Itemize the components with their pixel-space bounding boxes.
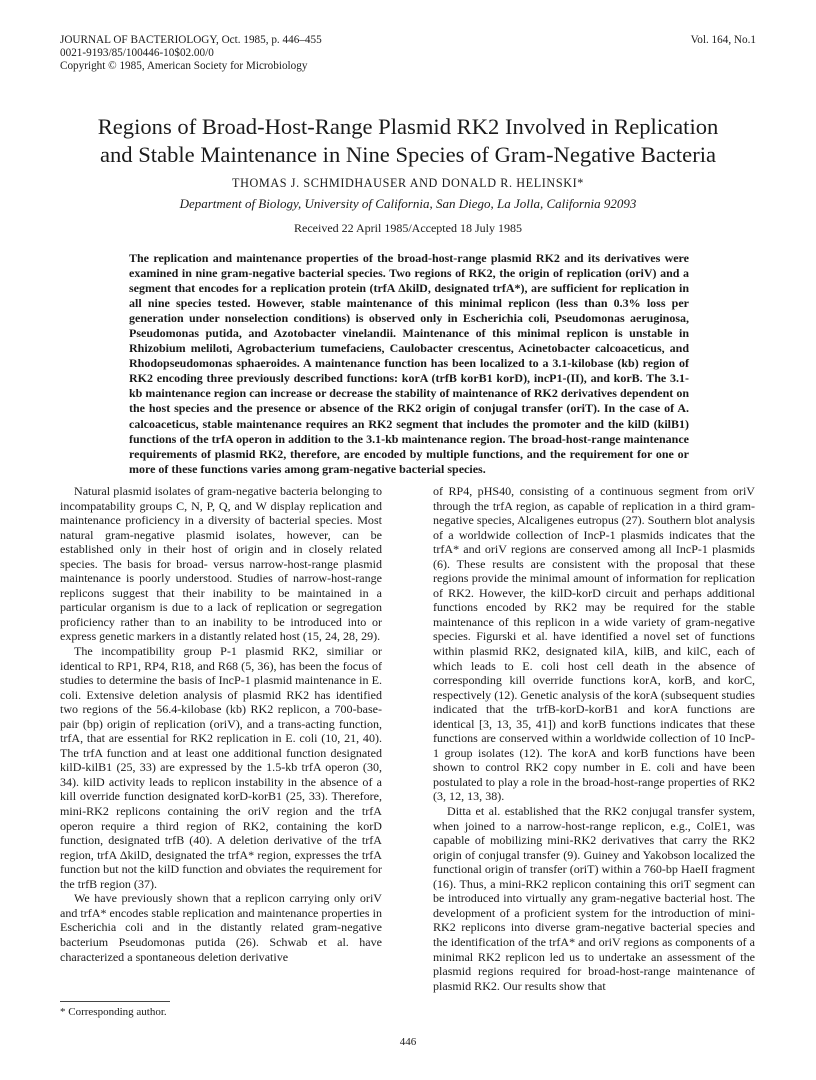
journal-citation: JOURNAL OF BACTERIOLOGY, Oct. 1985, p. 446–455 [60,34,322,46]
abstract: The replication and maintenance properties of the broad-host-range plasmid RK2 and its derivatives were examined in nine gram-negative bacterial species. Two regions of RK2, the origin of replication (oriV) and a segment that encodes for a replication protein (trfA ΔkilD, designated trfA*), are sufficient for replication in all nine species tested. However, stable maintenance of this minimal replicon (less than 0.3% loss per generation under nonselection conditions) is observed only in Escherichia coli, Pseudomonas aeruginosa, Pseudomonas putida, and Azotobacter vinelandii. Maintenance of this minimal replicon is unstable in Rhizobium meliloti, Agrobacterium tumefaciens, Caulobacter crescentus, Acinetobacter calcoaceticus, and Rhodopseudomonas sphaeroides. A maintenance function has been localized to a 3.1-kilobase (kb) region of RK2 encoding three previously described functions: korA (trfB korB1 korD), incP1-(II), and korB. The 3.1-kb maintenance region can increase or decrease the stability of maintenance of RK2 derivatives dependent on the host species and the presence or absence of the RK2 origin of conjugal transfer (oriT). In the case of A. calcoaceticus, stable maintenance requires an RK2 segment that includes the promoter and the kilD (kilB1) functions of the trfA operon in addition to the 3.1-kb maintenance region. The broad-host-range maintenance requirements of plasmid RK2, therefore, are encoded by multiple functions, and the requirement for one or more of these functions varies among gram-negative bacterial species. [129,251,689,476]
paragraph: Ditta et al. established that the RK2 conjugal transfer system, when joined to a narrow-host-range replicon, e.g., ColE1, was capable of mobilizing mini-RK2 derivatives that carry the RK2 origin of conjugal transfer (9). Guiney and Yakobson localized the functional origin of transfer (oriT) within a 760-bp HaeII fragment (16). Thus, a mini-RK2 replicon containing this oriT segment can be introduced into virtually any gram-negative bacterial host. The development of a proficient system for the introduction of mini-RK2 replicons into diverse gram-negative bacterial species and the identification of the trfA* and oriV regions as components of a minimal RK2 replicon led us to undertake an assessment of the plasmid regions required for broad-host-range maintenance of plasmid RK2. Our results show that [433,804,755,993]
body-column-right [433,484,755,993]
copyright-line: Copyright © 1985, American Society for Microbiology [60,60,308,72]
volume-info: Vol. 164, No.1 [690,34,756,46]
paragraph: We have previously shown that a replicon carrying only oriV and trfA* encodes stable replication and maintenance properties in Escherichia coli and in the distantly related gram-negative bacterium Pseudomonas putida (26). Schwab et al. have characterized a spontaneous deletion derivative [60,891,382,964]
body-column-left [60,484,382,964]
footnote: * Corresponding author. [60,1006,167,1018]
issn-line: 0021-9193/85/100446-10$02.00/0 [60,47,214,59]
article-title [40,113,776,169]
journal-header [60,34,480,73]
page-number: 446 [399,1036,417,1048]
paragraph: The incompatibility group P-1 plasmid RK2, similiar or identical to RP1, RP4, R18, and R68 (5, 36), has been the focus of studies to determine the basis of IncP-1 plasmid maintenance in E. coli. Extensive deletion analysis of plasmid RK2 has identified two regions of the 56.4-kilobase (kb) RK2 replicon, a 700-base-pair (bp) origin of replication (oriV), and a trans-acting function, trfA, that are essential for RK2 replication in E. coli (10, 21, 40). The trfA function and at least one additional function designated kilD-kilB1 (25, 33) are expressed by the 1.5-kb trfA operon (30, 34). kilD activity leads to replicon instability in the absence of a kill override function designated korD-korB1 (25, 33). Therefore, mini-RK2 replicons containing the oriV region and the trfA operon require a third region of RK2, containing the korD function, designated trfB (40). A deletion derivative of the trfA region, trfA ΔkilD, designated the trfA* region, expresses the trfA function but not the kilD function and obviates the requirement for the trfB region (37). [60,644,382,891]
affiliation: Department of Biology, University of California, San Diego, La Jolla, California 92093 [179,196,637,211]
paragraph: of RP4, pHS40, consisting of a continuous segment from oriV through the trfA region, as capable of replication in a third gram-negative species, Alcaligenes eutropus (27). Southern blot analysis of a worldwide collection of IncP-1 plasmids indicates that the trfA* and oriV regions are conserved among all IncP-1 plasmids (6). These results are consistent with the proposal that these regions provide the minimal amount of information for replication of RK2. However, the kilD-korD circuit and perhaps additional functions encoded by RK2 may be required for the stable maintenance of this replicon in a wide variety of gram-negative species. Figurski et al. have identified a novel set of functions within plasmid RK2, designated kilA, kilB, and kilC, each of which leads to E. coli host cell death in the absence of corresponding kill override functions korA, korB, and korC, respectively (12). Genetic analysis of the korA (subsequent studies indicated that the trfB-korD-korB1 and korA functions are identical [3, 13, 35, 41]) and korB functions indicates that these functions are conserved within a worldwide collection of 10 IncP-1 group isolates (12). The korA and korB functions have been shown to control RK2 copy number in E. coli and have been postulated to play a role in the broad-host-range properties of RK2 (3, 12, 13, 38). [433,484,755,804]
title-line-1: Regions of Broad-Host-Range Plasmid RK2 Involved in Replication [97,114,719,139]
authors: THOMAS J. SCHMIDHAUSER AND DONALD R. HELINSKI* [232,176,584,190]
received-date: Received 22 April 1985/Accepted 18 July 1985 [294,221,522,235]
footnote-divider [60,1001,170,1002]
title-line-2: and Stable Maintenance in Nine Species of Gram-Negative Bacteria [99,142,717,167]
paragraph: Natural plasmid isolates of gram-negative bacteria belonging to incompatability groups C, N, P, Q, and W display replication and maintenance proficiency in a diversity of bacterial species. Most natural gram-negative plasmid isolates, however, can be established only in their host of origin and in closely related species. The basis for broad- versus narrow-host-range plasmid maintenance is poorly understood. Studies of narrow-host-range replicons suggest that their inability to be maintained in a particular organism is due to a lack of replication or segregation proficiency rather than to an inability to be introduced into or express genetic markers in a distantly related host (15, 24, 28, 29). [60,484,382,644]
